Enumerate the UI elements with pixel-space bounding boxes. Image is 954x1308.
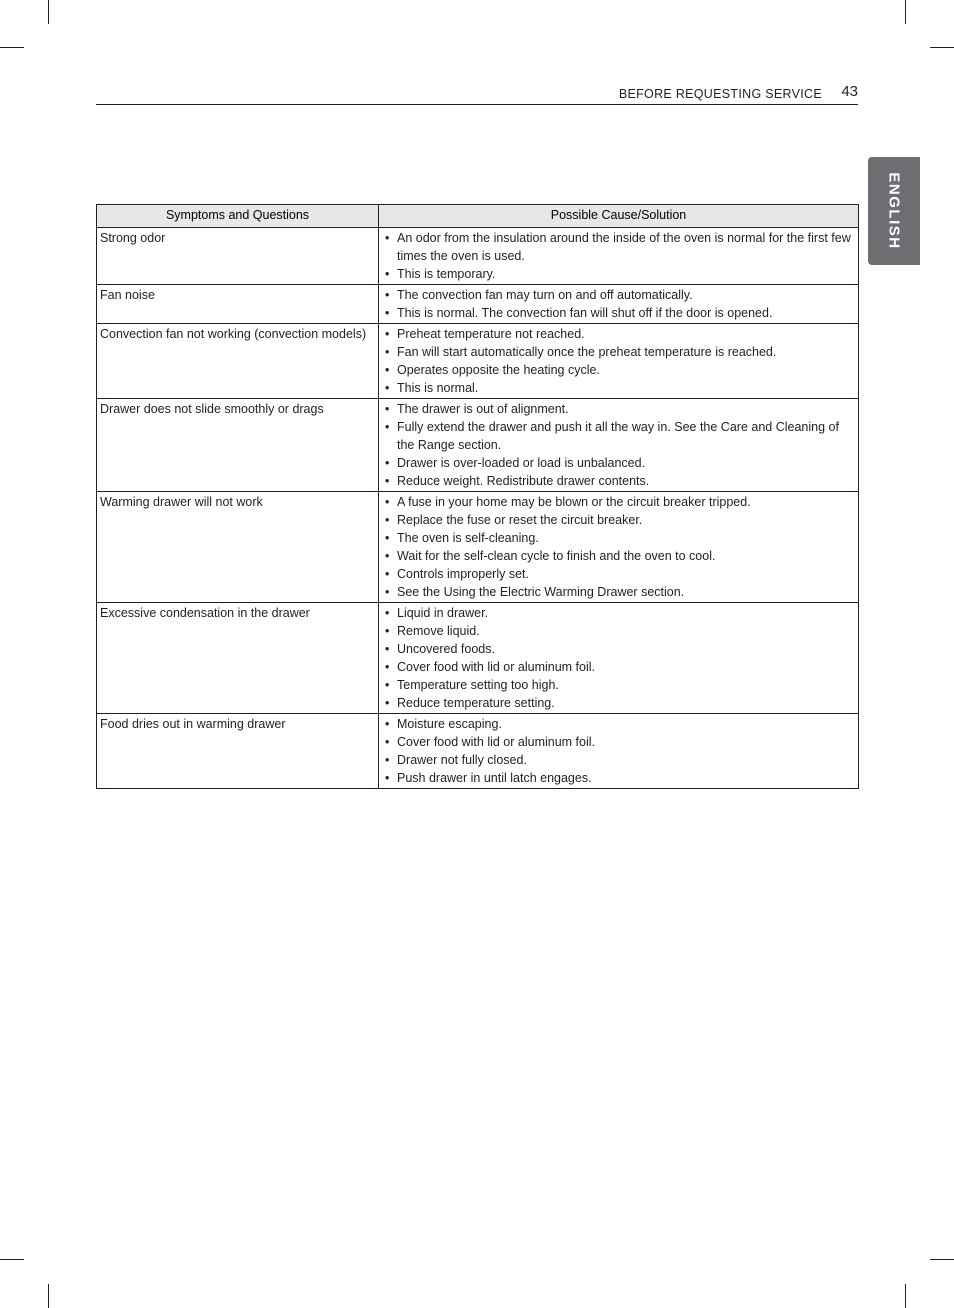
crop-mark <box>930 47 954 48</box>
cause-item: • An odor from the insulation around the inside of the oven is normal for the first few times the oven is used. <box>383 229 852 265</box>
cause-item: • This is normal. The convection fan will shut off if the door is opened. <box>383 304 852 322</box>
cause-list <box>383 229 852 283</box>
symptom-cell: Drawer does not slide smoothly or drags <box>97 399 379 492</box>
table-row <box>97 399 859 492</box>
column-header-symptoms: Symptoms and Questions <box>97 205 379 228</box>
table-row <box>97 324 859 399</box>
cause-item: • The convection fan may turn on and off automatically. <box>383 286 852 304</box>
cause-item: • Replace the fuse or reset the circuit breaker. <box>383 511 852 529</box>
symptom-cell: Convection fan not working (convection models) <box>97 324 379 399</box>
cause-list <box>383 400 852 490</box>
cause-item: • Liquid in drawer. <box>383 604 852 622</box>
cause-item: • Drawer is over-loaded or load is unbalanced. <box>383 454 852 472</box>
cause-cell <box>379 285 859 324</box>
cause-item: • See the Using the Electric Warming Drawer section. <box>383 583 852 601</box>
cause-item: • The drawer is out of alignment. <box>383 400 852 418</box>
table-row <box>97 492 859 603</box>
section-title: BEFORE REQUESTING SERVICE <box>618 87 822 101</box>
cause-item: • Fully extend the drawer and push it all the way in. See the Care and Cleaning of the Range section. <box>383 418 852 454</box>
table-row <box>97 285 859 324</box>
cause-cell <box>379 228 859 285</box>
crop-mark <box>0 1259 24 1260</box>
table-body <box>97 228 859 789</box>
cause-item: • This is temporary. <box>383 265 852 283</box>
cause-item: • Remove liquid. <box>383 622 852 640</box>
cause-cell <box>379 324 859 399</box>
cause-item: • Cover food with lid or aluminum foil. <box>383 658 852 676</box>
cause-item: • This is normal. <box>383 379 852 397</box>
cause-item: • Wait for the self-clean cycle to finish and the oven to cool. <box>383 547 852 565</box>
crop-mark <box>0 47 24 48</box>
cause-cell <box>379 714 859 789</box>
cause-item: • Cover food with lid or aluminum foil. <box>383 733 852 751</box>
crop-mark <box>905 0 906 24</box>
cause-list <box>383 604 852 712</box>
cause-cell <box>379 399 859 492</box>
symptom-cell: Food dries out in warming drawer <box>97 714 379 789</box>
cause-cell <box>379 492 859 603</box>
column-header-causes: Possible Cause/Solution <box>379 205 859 228</box>
table-row <box>97 603 859 714</box>
language-label: ENGLISH <box>885 172 903 250</box>
cause-item: • Reduce weight. Redistribute drawer contents. <box>383 472 852 490</box>
crop-mark <box>48 1284 49 1308</box>
cause-item: • Controls improperly set. <box>383 565 852 583</box>
page-header <box>96 84 858 105</box>
cause-list <box>383 325 852 397</box>
cause-list <box>383 286 852 322</box>
cause-cell <box>379 603 859 714</box>
symptom-cell: Warming drawer will not work <box>97 492 379 603</box>
cause-list <box>383 715 852 787</box>
table-row <box>97 228 859 285</box>
table-row <box>97 714 859 789</box>
cause-item: • Push drawer in until latch engages. <box>383 769 852 787</box>
language-tab <box>868 157 920 265</box>
crop-mark <box>905 1284 906 1308</box>
cause-item: • Fan will start automatically once the preheat temperature is reached. <box>383 343 852 361</box>
cause-item: • A fuse in your home may be blown or the circuit breaker tripped. <box>383 493 852 511</box>
cause-item: • Moisture escaping. <box>383 715 852 733</box>
cause-item: • Reduce temperature setting. <box>383 694 852 712</box>
symptom-cell: Excessive condensation in the drawer <box>97 603 379 714</box>
table-header-row <box>97 205 859 228</box>
cause-item: • The oven is self-cleaning. <box>383 529 852 547</box>
cause-item: • Drawer not fully closed. <box>383 751 852 769</box>
cause-item: • Temperature setting too high. <box>383 676 852 694</box>
symptom-cell: Fan noise <box>97 285 379 324</box>
page-number: 43 <box>841 83 858 100</box>
cause-list <box>383 493 852 601</box>
cause-item: • Operates opposite the heating cycle. <box>383 361 852 379</box>
crop-mark <box>930 1259 954 1260</box>
troubleshooting-table <box>96 204 859 789</box>
crop-mark <box>48 0 49 24</box>
cause-item: • Preheat temperature not reached. <box>383 325 852 343</box>
cause-item: • Uncovered foods. <box>383 640 852 658</box>
symptom-cell: Strong odor <box>97 228 379 285</box>
